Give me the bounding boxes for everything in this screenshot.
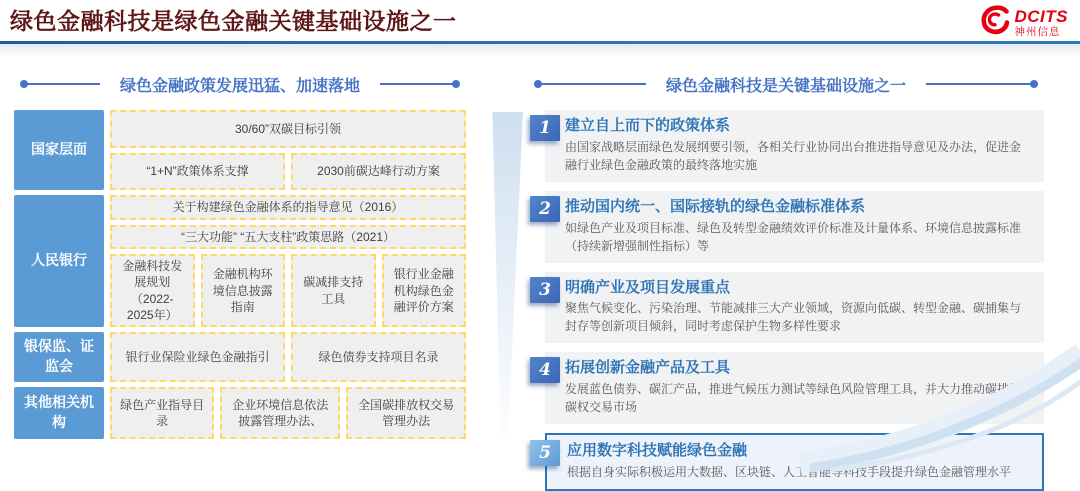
list-item-highlighted (539, 433, 1044, 491)
org-label: 银保监、证监会 (14, 332, 104, 382)
row-national-level (14, 110, 466, 190)
item-body: 由国家战略层面绿色发展纲要引领，各相关行业协同出台推进指导意见及办法，促进金融行业绿色金融政策的最终落地实施 (565, 139, 1022, 172)
policy-cell: 全国碳排放权交易管理办法 (346, 387, 466, 439)
item-number-badge: 1 (530, 115, 560, 141)
row-pboc (14, 195, 466, 327)
item-number-badge: 4 (530, 357, 560, 383)
item-number-badge: 3 (530, 277, 560, 303)
policy-cell: 金融机构环境信息披露指南 (201, 254, 286, 327)
policy-cell: 2030前碳达峰行动方案 (291, 153, 466, 191)
item-body: 发展蓝色债券、碳汇产品，推进气候压力测试等绿色风险管理工具，并大力推动碳排放碳权交易市场 (565, 382, 1022, 414)
item-body: 如绿色产业及项目标准、绿色及转型金融绩效评价标准及计量体系、环境信息披露标准（持续新增强制性指标）等 (565, 220, 1022, 253)
policy-cell: “三大功能” “五大支柱”政策思路（2021） (110, 225, 466, 250)
item-title: 拓展创新金融产品及工具 (565, 359, 731, 377)
right-panel-infrastructure (528, 72, 1044, 491)
list-item (539, 272, 1044, 344)
row-cbirc-csrc (14, 332, 466, 382)
brand-name: DCITS (1014, 6, 1068, 26)
item-number-badge: 2 (530, 196, 560, 222)
left-panel-policies (14, 72, 466, 439)
policy-cell: 银行业金融机构绿色金融评价方案 (382, 254, 467, 327)
title-glass-band (0, 44, 1080, 57)
policy-cell: 关于构建绿色金融体系的指导意见（2016） (110, 195, 466, 220)
org-label: 国家层面 (14, 110, 104, 190)
item-title: 推动国内统一、国际接轨的绿色金融标准体系 (565, 197, 866, 215)
policy-cell: “1+N”政策体系支撑 (110, 153, 285, 191)
item-body: 聚焦气候变化、污染治理、节能减排三大产业领域，资源向低碳、转型金融、碳捕集与封存等创新项目倾斜，同时考虑保护生物多样性要求 (565, 301, 1022, 334)
header-divider-line-right (926, 83, 1034, 85)
left-panel-title: 绿色金融政策发展迅猛、加速落地 (120, 77, 361, 95)
org-label: 人民银行 (14, 195, 104, 327)
item-title: 应用数字科技赋能绿色金融 (567, 442, 748, 459)
header-divider-line-left (538, 83, 646, 85)
org-label: 其他相关机构 (14, 387, 104, 439)
infrastructure-items (528, 110, 1044, 491)
brand-chinese-name: 神州信息 (1014, 25, 1061, 38)
brand-logo (977, 4, 1069, 41)
item-body: 根据自身实际积极运用大数据、区块链、人工智能等科技手段提升绿色金融管理水平 (567, 464, 1012, 479)
policy-cell: 企业环境信息依法披露管理办法、 (220, 387, 340, 439)
page-title: 绿色金融科技是绿色金融关键基础设施之一 (10, 8, 457, 34)
row-other-agencies (14, 387, 466, 439)
policy-cell: 碳减排支持工具 (291, 254, 376, 327)
header-divider-line-left (24, 83, 100, 85)
list-item (539, 352, 1044, 424)
policy-grid (14, 110, 466, 439)
policy-cell: 银行业保险业绿色金融指引 (110, 332, 285, 382)
item-title: 建立自上而下的政策体系 (565, 117, 731, 134)
panel-divider-decoration (487, 112, 523, 442)
header-divider-line-right (380, 83, 456, 85)
brand-text (1015, 8, 1069, 38)
list-item (539, 110, 1044, 182)
right-panel-header (528, 72, 1044, 96)
right-panel-title: 绿色金融科技是关键基础设施之一 (666, 77, 907, 95)
left-panel-header (14, 72, 466, 96)
list-item (539, 191, 1044, 263)
policy-cell: 绿色债券支持项目名录 (291, 332, 466, 382)
item-title: 明确产业及项目发展重点 (565, 278, 731, 296)
policy-cell: 30/60”双碳目标引领 (110, 110, 466, 148)
policy-cell: 金融科技发展规划（2022-2025年） (110, 254, 195, 327)
policy-cell: 绿色产业指导目录 (110, 387, 214, 439)
dcits-swirl-icon (977, 4, 1011, 41)
item-number-badge: 5 (530, 440, 560, 466)
